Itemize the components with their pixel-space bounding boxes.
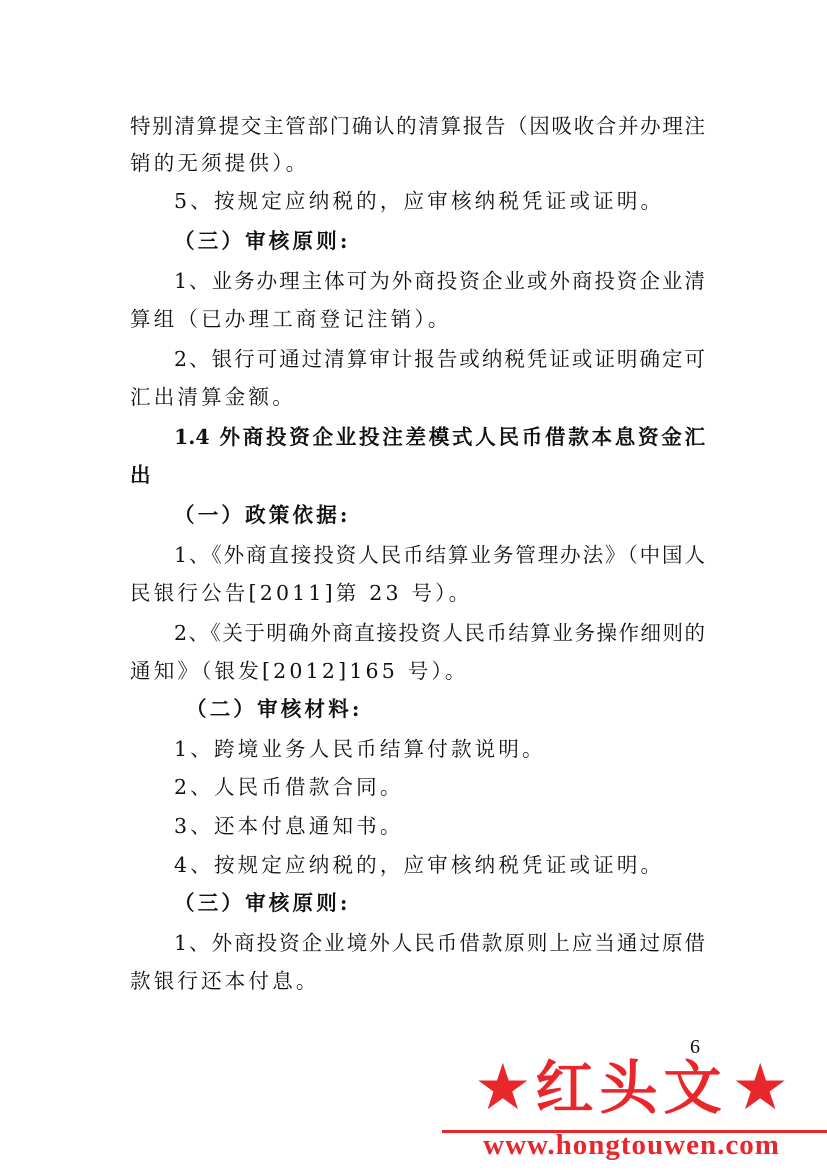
star-icon: ★ — [474, 1051, 532, 1125]
page-number: 6 — [690, 1036, 700, 1058]
list-item: 1、外商投资企业境外人民币借款原则上应当通过原借 — [174, 931, 705, 955]
watermark-url: www.hongtouwen.com — [483, 1129, 780, 1161]
list-item: 2、《关于明确外商直接投资人民币结算业务操作细则的 — [174, 621, 705, 645]
section-heading: （三）审核原则: — [174, 891, 351, 915]
list-item: 4、按规定应纳税的，应审核纳税凭证或证明。 — [174, 853, 665, 877]
list-item: 2、人民币借款合同。 — [174, 775, 404, 799]
list-item: 5、按规定应纳税的，应审核纳税凭证或证明。 — [174, 189, 665, 213]
section-heading: （一）政策依据: — [174, 503, 351, 527]
paragraph-line: 销的无须提供）。 — [130, 151, 310, 175]
section-heading: 1.4 外商投资企业投注差模式人民币借款本息资金汇 — [174, 425, 705, 449]
star-icon: ★ — [731, 1051, 789, 1125]
paragraph-line: 特别清算提交主管部门确认的清算报告（因吸收合并办理注 — [130, 114, 705, 138]
list-item: 1、业务办理主体可为外商投资企业或外商投资企业清 — [174, 269, 705, 293]
paragraph-line: 民银行公告[2011]第 23 号）。 — [130, 581, 473, 605]
watermark-title — [436, 1048, 827, 1128]
paragraph-line: 汇出清算金额。 — [130, 385, 296, 409]
list-item: 3、还本付息通知书。 — [174, 814, 404, 838]
section-heading: （二）审核材料: — [186, 697, 363, 721]
paragraph-line: 通知》（银发[2012]165 号）。 — [130, 659, 469, 683]
watermark-text: 红头文 — [535, 1054, 728, 1122]
paragraph-line: 算组（已办理工商登记注销）。 — [130, 307, 452, 331]
section-heading: （三）审核原则: — [174, 229, 351, 253]
section-heading-continued: 出 — [130, 463, 154, 487]
list-item: 1、《外商直接投资人民币结算业务管理办法》（中国人 — [174, 543, 705, 567]
watermark — [436, 1048, 827, 1170]
paragraph-line: 款银行还本付息。 — [130, 969, 320, 993]
list-item: 2、银行可通过清算审计报告或纳税凭证或证明确定可 — [174, 347, 705, 371]
list-item: 1、跨境业务人民币结算付款说明。 — [174, 737, 546, 761]
